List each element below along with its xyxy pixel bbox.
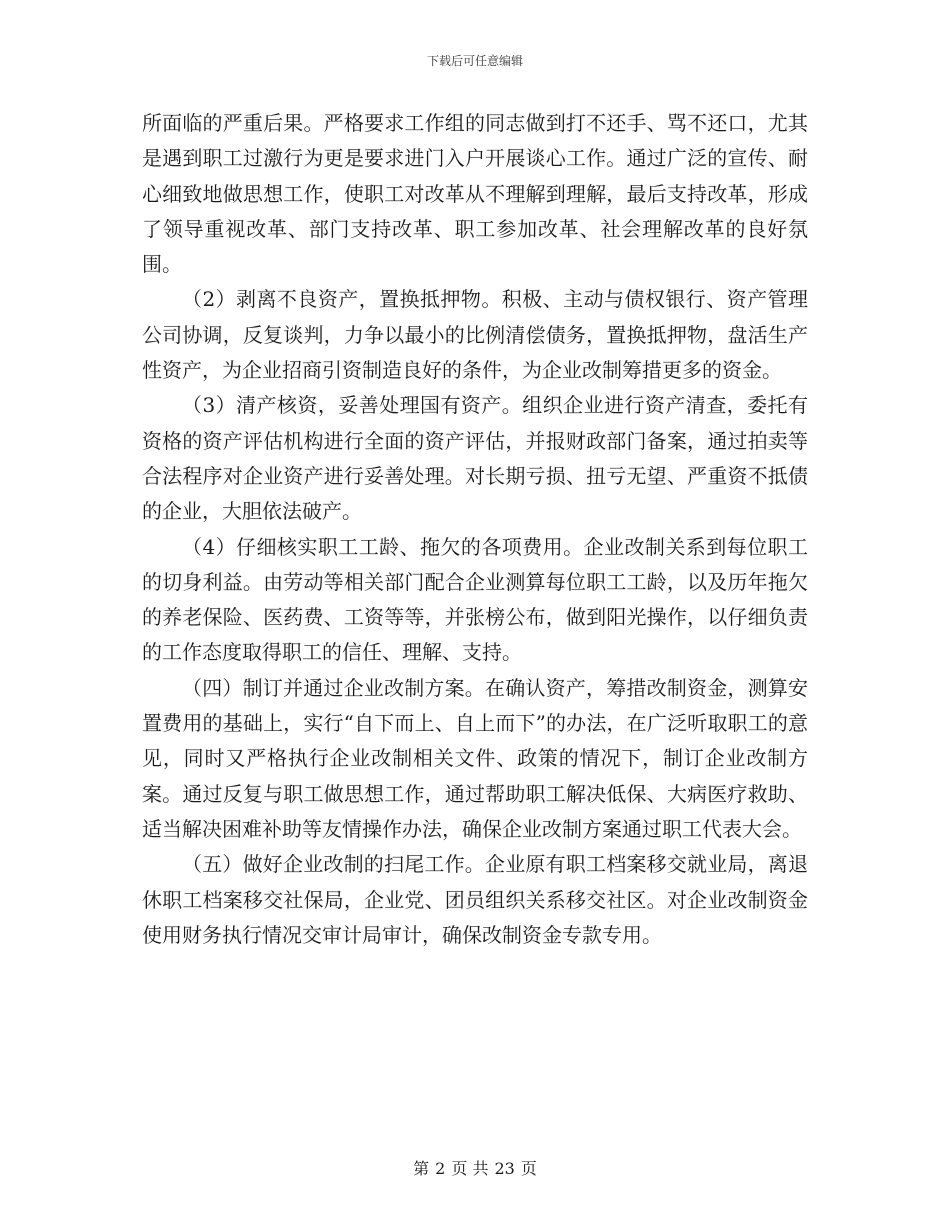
footer-prefix: 第 [413, 1159, 430, 1178]
page-footer [0, 1156, 950, 1179]
footer-suffix: 页 [520, 1159, 537, 1178]
paragraph-item-4: （4）仔细核实职工工龄、拖欠的各项费用。企业改制关系到每位职工的切身利益。由劳动等相关部门配合企业测算每位职工工龄，以及历年拖欠的养老保险、医药费、工资等等，并张榜公布，做到阳光操作，以仔细负责的工作态度取得职工的信任、理解、支持。 [142, 534, 808, 665]
paragraph-item-3: （3）清产核资，妥善处理国有资产。组织企业进行资产清查，委托有资格的资产评估机构进行全面的资产评估，并报财政部门备案，通过拍卖等合法程序对企业资产进行妥善处理。对长期亏损、扭亏无望、严重资不抵债的企业，大胆依法破产。 [142, 393, 808, 524]
document-body [142, 106, 808, 953]
footer-total-pages: 23 [494, 1159, 515, 1178]
paragraph-section-4: （四）制订并通过企业改制方案。在确认资产，筹措改制资金，测算安置费用的基础上，实行“自下而上、自上而下”的办法，在广泛听取职工的意见，同时又严格执行企业改制相关文件、政策的情况下，制订企业改制方案。通过反复与职工做思想工作，通过帮助职工解决低保、大病医疗救助、适当解决困难补助等友情操作办法，确保企业改制方案通过职工代表大会。 [142, 675, 808, 841]
paragraph-continued: 所面临的严重后果。严格要求工作组的同志做到打不还手、骂不还口，尤其是遇到职工过激行为更是要求进门入户开展谈心工作。通过广泛的宣传、耐心细致地做思想工作，使职工对改革从不理解到理解，最后支持改革，形成了领导重视改革、部门支持改革、职工参加改革、社会理解改革的良好氛围。 [142, 111, 808, 277]
footer-page-number: 2 [435, 1159, 446, 1178]
footer-middle: 页 共 [451, 1159, 489, 1178]
paragraph-section-5: （五）做好企业改制的扫尾工作。企业原有职工档案移交就业局，离退休职工档案移交社保局，企业党、团员组织关系移交社区。对企业改制资金使用财务执行情况交审计局审计，确保改制资金专款专用。 [142, 852, 808, 947]
paragraph-item-2: （2）剥离不良资产，置换抵押物。积极、主动与债权银行、资产管理公司协调，反复谈判，力争以最小的比例清偿债务，置换抵押物，盘活生产性资产，为企业招商引资制造良好的条件，为企业改制筹措更多的资金。 [142, 287, 808, 383]
page-header-note: 下载后可任意编辑 [426, 54, 523, 68]
